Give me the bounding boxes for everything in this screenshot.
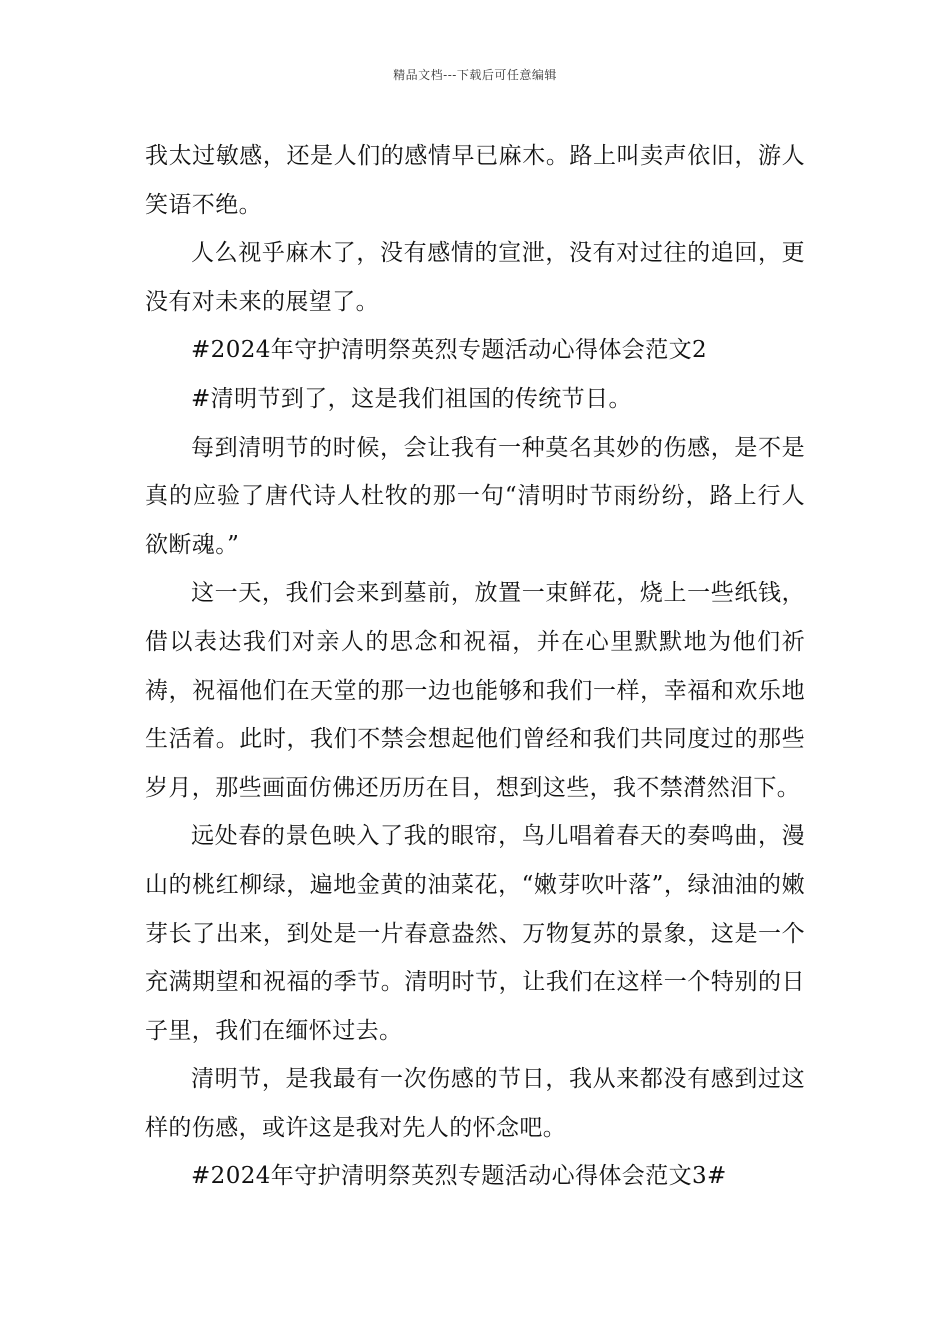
paragraph-4: 每到清明节的时候，会让我有一种莫名其妙的伤感，是不是真的应验了唐代诗人杜牧的那一句“清明时节雨纷纷，路上行人欲断魂。” bbox=[145, 434, 805, 558]
paragraph-2: 人么视乎麻木了，没有感情的宣泄，没有对过往的追回，更没有对未来的展望了。 bbox=[145, 240, 805, 315]
paragraph-7: 清明节，是我最有一次伤感的节日，我从来都没有感到过这样的伤感，或许这是我对先人的怀念吧。 bbox=[145, 1066, 805, 1141]
document-body bbox=[145, 132, 805, 1201]
paragraph-6: 远处春的景色映入了我的眼帘，鸟儿唱着春天的奏鸣曲，漫山的桃红柳绿，遍地金黄的油菜花，“嫩芽吹叶落”，绿油油的嫩芽长了出来，到处是一片春意盎然、万物复苏的景象，这是一个充满期望和祝福的季节。清明时节，让我们在这样一个特别的日子里，我们在缅怀过去。 bbox=[145, 823, 805, 1044]
paragraph-3: #清明节到了，这是我们祖国的传统节日。 bbox=[191, 385, 632, 412]
section-heading-2: #2024年守护清明祭英烈专题活动心得体会范文2 bbox=[191, 337, 708, 364]
page-header: 精品文档---下载后可任意编辑 bbox=[393, 68, 557, 82]
section-heading-3: #2024年守护清明祭英烈专题活动心得体会范文3# bbox=[191, 1163, 727, 1190]
paragraph-1: 我太过敏感，还是人们的感情早已麻木。路上叫卖声依旧，游人笑语不绝。 bbox=[145, 143, 805, 218]
paragraph-5: 这一天，我们会来到墓前，放置一束鲜花，烧上一些纸钱，借以表达我们对亲人的思念和祝福，并在心里默默地为他们祈祷，祝福他们在天堂的那一边也能够和我们一样，幸福和欢乐地生活着。此时，我们不禁会想起他们曾经和我们共同度过的那些岁月，那些画面仿佛还历历在目，想到这些，我不禁潸然泪下。 bbox=[145, 580, 805, 801]
